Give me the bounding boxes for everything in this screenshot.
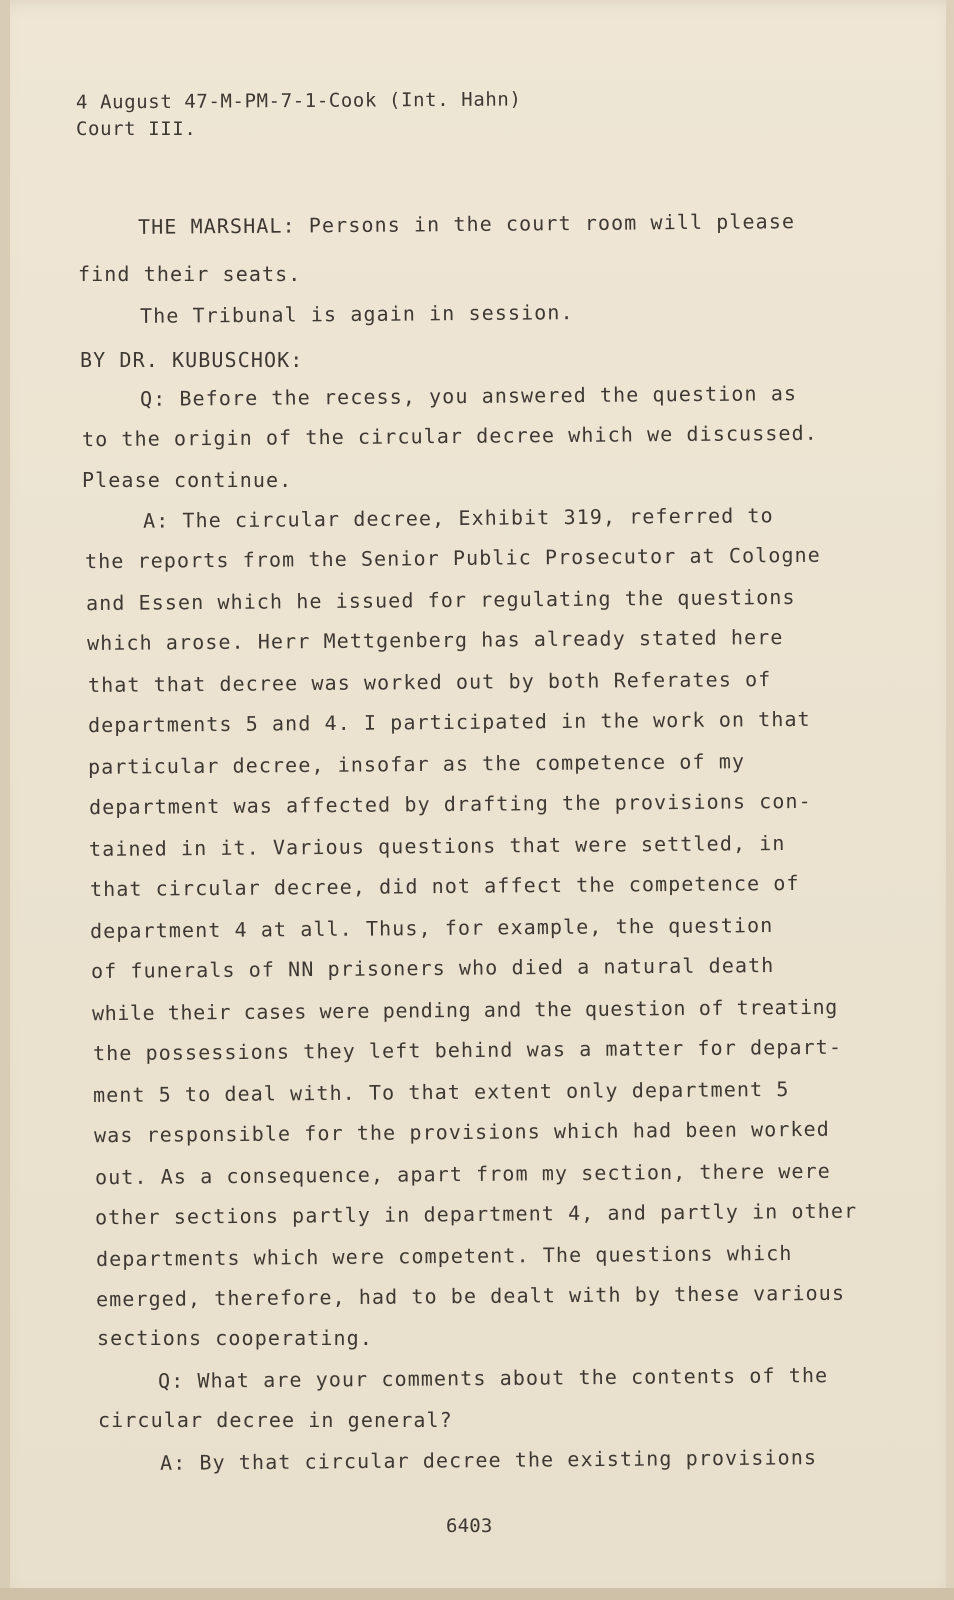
body-line-29: Q: What are your comments about the contents of the — [157, 1363, 829, 1393]
body-line-21: the possessions they left behind was a matter for depart- — [92, 1034, 843, 1066]
body-line-24: out. As a consequence, apart from my section, there were — [94, 1158, 831, 1190]
body-line-7: Please continue. — [82, 468, 293, 492]
body-line-12: that that decree was worked out by both Referates of — [87, 667, 772, 697]
body-line-31: A: By that circular decree the existing provisions — [159, 1445, 818, 1475]
body-line-3: The Tribunal is again in session. — [139, 300, 574, 328]
body-line-4: BY DR. KUBUSCHOK: — [80, 348, 304, 372]
body-line-27: emerged, therefore, had to be dealt with by these various — [95, 1280, 846, 1312]
body-line-5: Q: Before the recess, you answered the question as — [139, 381, 798, 411]
body-line-13: departments 5 and 4. I participated in the work on that — [87, 706, 811, 738]
body-line-10: and Essen which he issued for regulating the questions — [85, 584, 796, 616]
body-line-26: departments which were competent. The questions which — [95, 1240, 793, 1272]
body-line-17: that circular decree, did not affect the competence of — [89, 870, 800, 902]
body-line-1: THE MARSHAL: Persons in the court room will please — [137, 209, 796, 239]
body-line-11: which arose. Herr Mettgenberg has already stated here — [86, 624, 784, 656]
body-line-28: sections cooperating. — [97, 1326, 373, 1350]
body-line-23: was responsible for the provisions which had been worked — [93, 1116, 830, 1148]
header-line-2: Court III. — [76, 118, 197, 140]
body-line-8: A: The circular decree, Exhibit 319, referred to — [142, 503, 774, 533]
body-line-6: to the origin of the circular decree which we discussed. — [81, 420, 818, 452]
page-number: 6403 — [446, 1515, 493, 1537]
body-line-15: department was affected by drafting the provisions con- — [88, 788, 812, 820]
body-line-14: particular decree, insofar as the competence of my — [87, 749, 746, 779]
body-line-25: other sections partly in department 4, and partly in other — [94, 1198, 858, 1230]
body-line-18: department 4 at all. Thus, for example, the question — [89, 913, 774, 943]
header-line-1: 4 August 47-M-PM-7-1-Cook (Int. Hahn) — [75, 88, 522, 114]
body-line-20: while their cases were pending and the question of treating — [91, 994, 838, 1026]
body-line-16: tained in it. Various questions that were settled, in — [88, 830, 786, 862]
body-line-30: circular decree in general? — [98, 1408, 453, 1432]
paper-edge-right — [946, 0, 954, 1600]
paper-edge-bottom — [0, 1588, 954, 1600]
body-line-9: the reports from the Senior Public Prosecutor at Cologne — [84, 542, 821, 574]
paper-edge-left — [0, 0, 10, 1600]
body-line-2: find their seats. — [78, 262, 302, 286]
body-line-19: of funerals of NN prisoners who died a natural death — [90, 953, 775, 983]
body-line-22: ment 5 to deal with. To that extent only department 5 — [92, 1076, 790, 1108]
